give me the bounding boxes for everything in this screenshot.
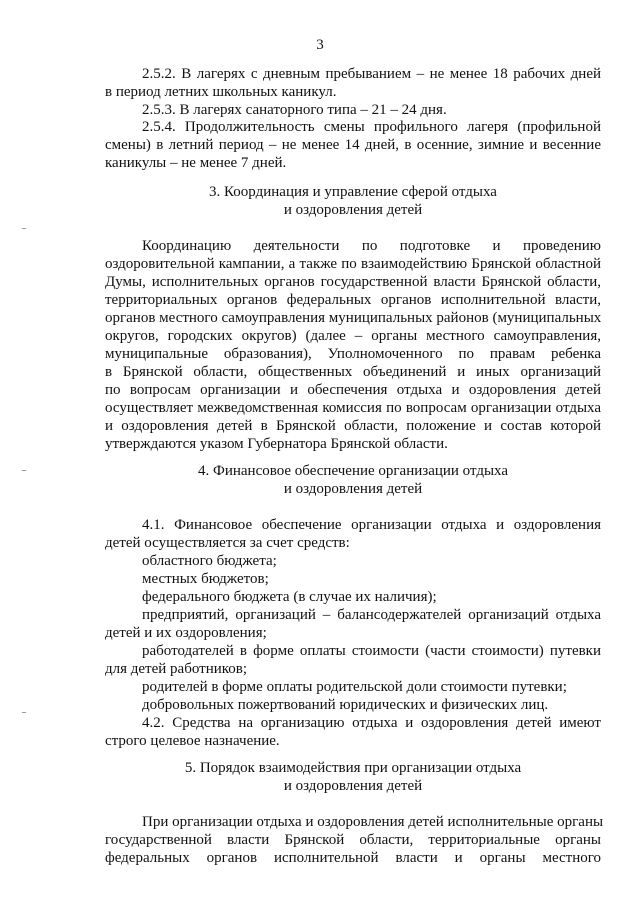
margin-mark	[22, 228, 26, 229]
section-4-paragraph-line: 4.1. Финансовое обеспечение организации отдыха и оздоровления	[142, 517, 601, 533]
funding-source-item: предприятий, организаций – балансодержателей организаций отдыха	[142, 607, 601, 623]
paragraph-2-5-4-line: каникулы – не менее 7 дней.	[105, 155, 287, 171]
paragraph-2-5-4-line: смены) в летний период – не менее 14 дней, в осенние, зимние и весенние	[105, 137, 601, 153]
section-5-heading: 5. Порядок взаимодействия при организации отдыха	[184, 760, 522, 776]
section-3-paragraph-line: Координацию деятельности по подготовке и проведению	[142, 238, 601, 254]
funding-source-item: местных бюджетов;	[142, 571, 269, 587]
funding-source-item: федерального бюджета (в случае их наличия);	[142, 589, 437, 605]
section-3-paragraph-line: Думы, исполнительных органов государственной власти Брянской области,	[105, 274, 601, 290]
section-5-paragraph-line: государственной власти Брянской области, территориальные органы	[105, 832, 601, 848]
section-3-paragraph-line: округов, городских округов) (далее – органы местного самоуправления,	[105, 328, 601, 344]
funding-source-item: работодателей в форме оплаты стоимости (части стоимости) путевки	[142, 643, 601, 659]
margin-mark	[22, 470, 26, 471]
section-5-paragraph-line: При организации отдыха и оздоровления детей исполнительные органы	[142, 814, 604, 830]
page-number: 3	[316, 37, 324, 53]
section-4-heading: 4. Финансовое обеспечение организации отдыха	[197, 463, 509, 479]
section-4-paragraph-line: строго целевое назначение.	[105, 733, 280, 749]
paragraph-2-5-2-line: 2.5.2. В лагерях с дневным пребыванием – не менее 18 рабочих дней	[142, 66, 601, 82]
section-3-paragraph-line: территориальных органов федеральных органов исполнительной власти,	[105, 292, 601, 308]
funding-source-item: родителей в форме оплаты родительской доли стоимости путевки;	[142, 679, 567, 695]
section-5-paragraph-line: федеральных органов исполнительной власти и органы местного	[105, 850, 601, 866]
section-4-heading: и оздоровления детей	[283, 481, 423, 497]
section-3-paragraph-line: органов местного самоуправления муниципальных районов (муниципальных	[105, 310, 602, 326]
paragraph-2-5-2-line: в период летних школьных каникул.	[105, 84, 337, 100]
section-3-paragraph-line: утверждаются указом Губернатора Брянской области.	[105, 436, 448, 452]
funding-source-item: для детей работников;	[105, 661, 248, 677]
section-3-paragraph-line: по вопросам организации и обеспечения отдыха и оздоровления детей	[105, 382, 601, 398]
section-3-paragraph-line: муниципальные образования), Уполномоченного по правам ребенка	[105, 346, 601, 362]
funding-source-item: добровольных пожертвований юридических и физических лиц.	[142, 697, 549, 713]
section-3-heading: 3. Координация и управление сферой отдыха	[209, 184, 497, 200]
section-3-paragraph-line: и оздоровления детей в Брянской области, положение и состав которой	[105, 418, 601, 434]
section-3-paragraph-line: в Брянской области, общественных объединений и иных организаций	[105, 364, 601, 380]
section-3-paragraph-line: осуществляет межведомственная комиссия по вопросам организации отдыха	[105, 400, 601, 416]
section-3-paragraph-line: оздоровительной кампании, а также по взаимодействию Брянской областной	[105, 256, 601, 272]
section-5-heading: и оздоровления детей	[283, 778, 423, 794]
section-4-paragraph-line: 4.2. Средства на организацию отдыха и оздоровления детей имеют	[142, 715, 601, 731]
section-4-paragraph-line: детей осуществляется за счет средств:	[105, 535, 350, 551]
paragraph-2-5-3-line: 2.5.3. В лагерях санаторного типа – 21 – 24 дня.	[142, 102, 447, 118]
margin-mark	[22, 712, 26, 713]
section-3-heading: и оздоровления детей	[283, 202, 423, 218]
paragraph-2-5-4-line: 2.5.4. Продолжительность смены профильного лагеря (профильной	[142, 119, 601, 135]
funding-source-item: областного бюджета;	[142, 553, 277, 569]
funding-source-item: детей и их оздоровления;	[105, 625, 267, 641]
